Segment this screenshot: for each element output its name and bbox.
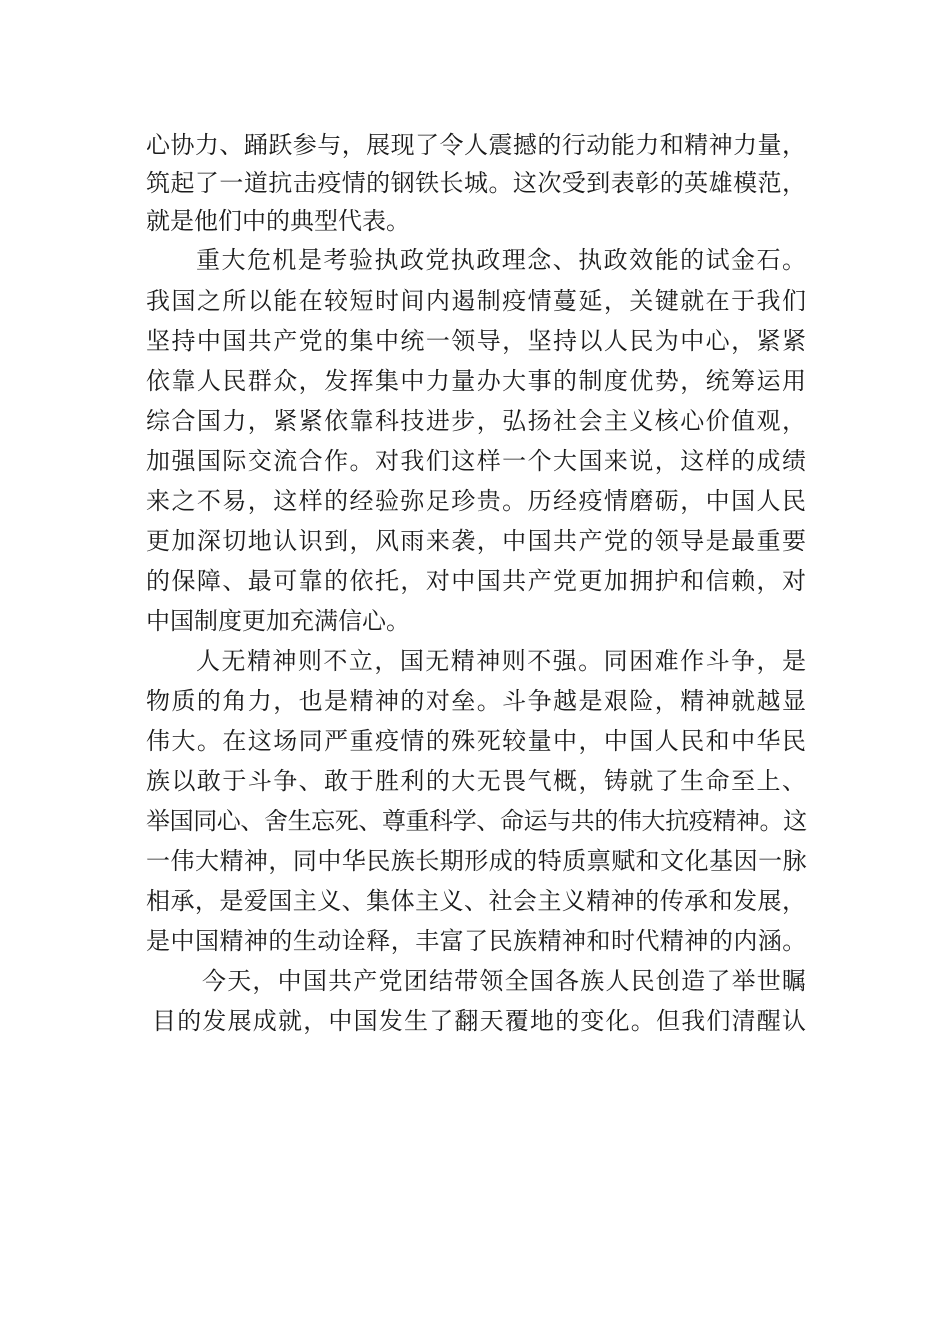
text-line: 重大危机是考验执政党执政理念、执政效能的试金石。 [196,246,806,274]
text-line: 相承，是爱国主义、集体主义、社会主义精神的传承和发展， [146,887,806,915]
text-line: 伟大。在这场同严重疫情的殊死较量中，中国人民和中华民 [146,727,806,755]
text-line: 心协力、踊跃参与，展现了令人震撼的行动能力和精神力量， [146,131,806,159]
text-line: 族以敢于斗争、敢于胜利的大无畏气概，铸就了生命至上、 [146,767,806,795]
text-line: 就是他们中的典型代表。 [146,207,410,235]
text-line: 物质的角力，也是精神的对垒。斗争越是艰险，精神就越显 [146,687,806,715]
text-line: 筑起了一道抗击疫情的钢铁长城。这次受到表彰的英雄模范， [146,169,806,197]
text-line: 我国之所以能在较短时间内遏制疫情蔓延，关键就在于我们 [146,287,806,315]
text-line: 坚持中国共产党的集中统一领导，坚持以人民为中心，紧紧 [146,327,806,355]
text-line: 来之不易，这样的经验弥足珍贵。历经疫情磨砺，中国人民 [146,487,806,515]
text-line: 更加深切地认识到，风雨来袭，中国共产党的领导是最重要 [146,527,806,555]
text-line: 是中国精神的生动诠释，丰富了民族精神和时代精神的内涵。 [146,927,806,955]
text-line: 的保障、最可靠的依托，对中国共产党更加拥护和信赖，对 [146,567,806,595]
text-line: 依靠人民群众，发挥集中力量办大事的制度优势，统筹运用 [146,367,806,395]
text-line: 人无精神则不立，国无精神则不强。同困难作斗争，是 [196,647,806,675]
text-line: 综合国力，紧紧依靠科技进步，弘扬社会主义核心价值观， [146,407,806,435]
text-line: 一伟大精神，同中华民族长期形成的特质禀赋和文化基因一脉 [146,847,806,875]
text-line: 目的发展成就，中国发生了翻天覆地的变化。但我们清醒认 [152,1007,806,1035]
text-line: 加强国际交流合作。对我们这样一个大国来说，这样的成绩 [146,447,806,475]
text-line: 举国同心、舍生忘死、尊重科学、命运与共的伟大抗疫精神。这 [146,807,806,835]
text-line: 今天，中国共产党团结带领全国各族人民创造了举世瞩 [202,967,806,995]
text-line: 中国制度更加充满信心。 [146,607,410,635]
